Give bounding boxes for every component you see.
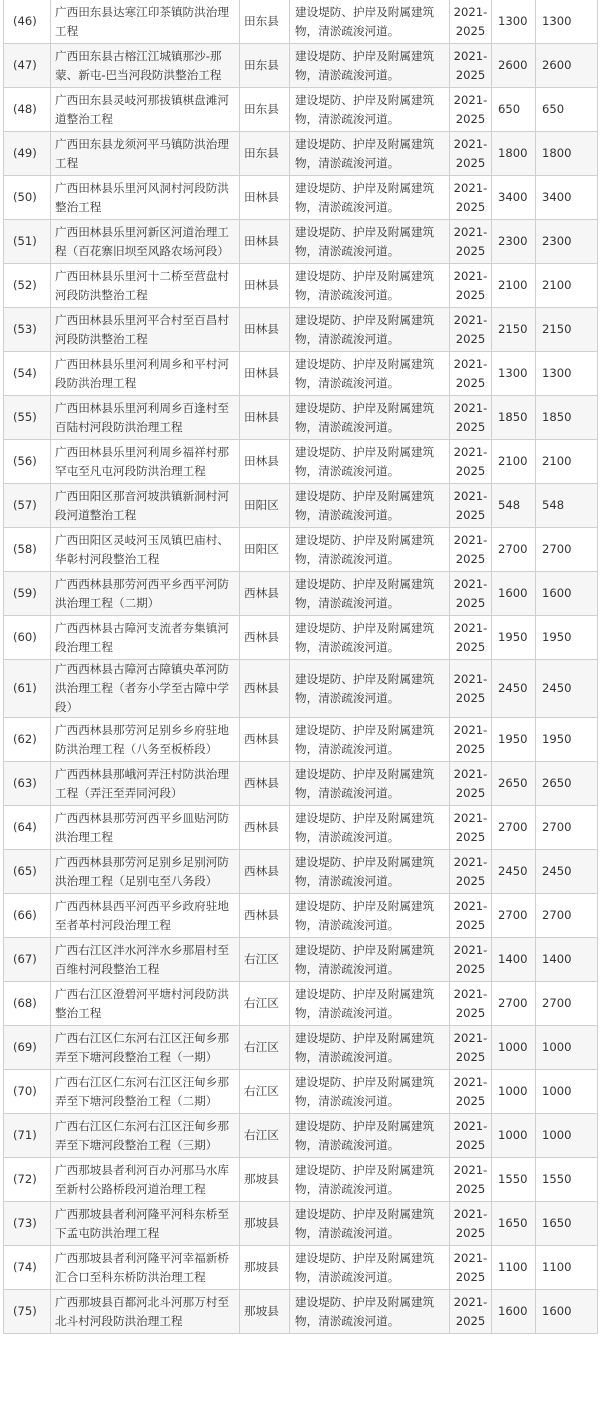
county-cell: 西林县 [240,616,290,660]
central-investment-cell: 2100 [536,264,598,308]
table-row [4,132,598,176]
row-number-cell: (50) [4,176,51,220]
project-name-cell: 广西田东县古榕江江城镇那沙-那蒙、新屯-巴当河段防洪整治工程 [51,44,240,88]
central-investment-cell: 1850 [536,396,598,440]
county-cell: 田东县 [240,44,290,88]
central-investment-cell: 1650 [536,1202,598,1246]
total-investment-cell: 2600 [492,44,536,88]
county-cell: 那坡县 [240,1202,290,1246]
project-name-cell: 广西田东县龙须河平马镇防洪治理工程 [51,132,240,176]
total-investment-cell: 2700 [492,894,536,938]
project-name-cell: 广西西林县西平河西平乡政府驻地至者革村河段治理工程 [51,894,240,938]
row-number-cell: (60) [4,616,51,660]
construction-content-cell: 建设堤防、护岸及附属建筑物，清淤疏浚河道。 [290,396,450,440]
central-investment-cell: 2150 [536,308,598,352]
project-name-cell: 广西田林县乐里河新区河道治理工程（百花寨旧坝至风路农场河段） [51,220,240,264]
central-investment-cell: 2700 [536,894,598,938]
row-number-cell: (65) [4,850,51,894]
table-row [4,440,598,484]
table-row [4,1158,598,1202]
total-investment-cell: 2650 [492,762,536,806]
total-investment-cell: 2100 [492,440,536,484]
total-investment-cell: 548 [492,484,536,528]
table-row [4,718,598,762]
table-row [4,616,598,660]
county-cell: 田阳区 [240,528,290,572]
row-number-cell: (56) [4,440,51,484]
table-row [4,762,598,806]
construction-content-cell: 建设堤防、护岸及附属建筑物，清淤疏浚河道。 [290,220,450,264]
table-row [4,938,598,982]
row-number-cell: (69) [4,1026,51,1070]
total-investment-cell: 2700 [492,528,536,572]
row-number-cell: (57) [4,484,51,528]
central-investment-cell: 2100 [536,440,598,484]
county-cell: 田林县 [240,176,290,220]
construction-content-cell: 建设堤防、护岸及附属建筑物，清淤疏浚河道。 [290,1246,450,1290]
project-name-cell: 广西田林县乐里河利周乡福祥村那罕屯至凡屯河段防洪治理工程 [51,440,240,484]
row-number-cell: (66) [4,894,51,938]
central-investment-cell: 1100 [536,1246,598,1290]
central-investment-cell: 1550 [536,1158,598,1202]
project-name-cell: 广西那坡县者利河百办河那马水库至新村公路桥段河道治理工程 [51,1158,240,1202]
row-number-cell: (75) [4,1290,51,1334]
construction-content-cell: 建设堤防、护岸及附属建筑物，清淤疏浚河道。 [290,938,450,982]
central-investment-cell: 2700 [536,982,598,1026]
table-row [4,308,598,352]
row-number-cell: (52) [4,264,51,308]
total-investment-cell: 2450 [492,850,536,894]
total-investment-cell: 2450 [492,660,536,718]
construction-content-cell: 建设堤防、护岸及附属建筑物，清淤疏浚河道。 [290,0,450,44]
table-row [4,572,598,616]
total-investment-cell: 2150 [492,308,536,352]
project-name-cell: 广西右江区仁东河右江区汪甸乡那弄至下塘河段整治工程（二期） [51,1070,240,1114]
central-investment-cell: 1000 [536,1114,598,1158]
central-investment-cell: 650 [536,88,598,132]
row-number-cell: (54) [4,352,51,396]
construction-period-cell: 2021-2025 [450,762,492,806]
construction-period-cell: 2021-2025 [450,220,492,264]
county-cell: 右江区 [240,1070,290,1114]
table-row [4,982,598,1026]
construction-period-cell: 2021-2025 [450,572,492,616]
construction-period-cell: 2021-2025 [450,396,492,440]
construction-period-cell: 2021-2025 [450,440,492,484]
central-investment-cell: 2450 [536,660,598,718]
row-number-cell: (64) [4,806,51,850]
project-name-cell: 广西那坡县者利河隆平河幸福新桥汇合口至科东桥防洪治理工程 [51,1246,240,1290]
construction-period-cell: 2021-2025 [450,44,492,88]
project-name-cell: 广西西林县那峨河弄汪村防洪治理工程（弄汪至弄同河段） [51,762,240,806]
table-row [4,220,598,264]
construction-content-cell: 建设堤防、护岸及附属建筑物，清淤疏浚河道。 [290,660,450,718]
total-investment-cell: 1400 [492,938,536,982]
county-cell: 那坡县 [240,1158,290,1202]
construction-content-cell: 建设堤防、护岸及附属建筑物，清淤疏浚河道。 [290,718,450,762]
construction-period-cell: 2021-2025 [450,308,492,352]
construction-content-cell: 建设堤防、护岸及附属建筑物，清淤疏浚河道。 [290,1114,450,1158]
construction-content-cell: 建设堤防、护岸及附属建筑物，清淤疏浚河道。 [290,132,450,176]
central-investment-cell: 2600 [536,44,598,88]
project-name-cell: 广西田林县乐里河平合村至百昌村河段防洪整治工程 [51,308,240,352]
project-name-cell: 广西右江区泮水河泮水乡那眉村至百维村河段整治工程 [51,938,240,982]
construction-content-cell: 建设堤防、护岸及附属建筑物，清淤疏浚河道。 [290,1158,450,1202]
row-number-cell: (72) [4,1158,51,1202]
row-number-cell: (70) [4,1070,51,1114]
total-investment-cell: 1550 [492,1158,536,1202]
table-row [4,1290,598,1334]
construction-content-cell: 建设堤防、护岸及附属建筑物，清淤疏浚河道。 [290,850,450,894]
construction-period-cell: 2021-2025 [450,176,492,220]
total-investment-cell: 1800 [492,132,536,176]
project-name-cell: 广西西林县那劳河西平乡西平河防洪治理工程（二期） [51,572,240,616]
county-cell: 那坡县 [240,1290,290,1334]
total-investment-cell: 1950 [492,616,536,660]
total-investment-cell: 1950 [492,718,536,762]
county-cell: 西林县 [240,572,290,616]
county-cell: 西林县 [240,718,290,762]
county-cell: 西林县 [240,806,290,850]
table-row [4,1114,598,1158]
project-name-cell: 广西田东县灵岐河那拔镇棋盘滩河道整治工程 [51,88,240,132]
row-number-cell: (48) [4,88,51,132]
construction-content-cell: 建设堤防、护岸及附属建筑物，清淤疏浚河道。 [290,894,450,938]
county-cell: 田林县 [240,220,290,264]
total-investment-cell: 1600 [492,1290,536,1334]
project-name-cell: 广西右江区仁东河右江区汪甸乡那弄至下塘河段整治工程（一期） [51,1026,240,1070]
total-investment-cell: 1100 [492,1246,536,1290]
total-investment-cell: 1650 [492,1202,536,1246]
central-investment-cell: 1600 [536,1290,598,1334]
county-cell: 田东县 [240,88,290,132]
project-name-cell: 广西那坡县者利河隆平河科东桥至下孟屯防洪治理工程 [51,1202,240,1246]
project-name-cell: 广西右江区澄碧河平塘村河段防洪整治工程 [51,982,240,1026]
row-number-cell: (61) [4,660,51,718]
table-row [4,1246,598,1290]
total-investment-cell: 1600 [492,572,536,616]
central-investment-cell: 2700 [536,528,598,572]
total-investment-cell: 1300 [492,0,536,44]
central-investment-cell: 1000 [536,1070,598,1114]
construction-period-cell: 2021-2025 [450,806,492,850]
table-row [4,484,598,528]
central-investment-cell: 1300 [536,0,598,44]
row-number-cell: (47) [4,44,51,88]
construction-content-cell: 建设堤防、护岸及附属建筑物，清淤疏浚河道。 [290,88,450,132]
central-investment-cell: 1800 [536,132,598,176]
total-investment-cell: 1000 [492,1114,536,1158]
construction-period-cell: 2021-2025 [450,0,492,44]
table-row [4,528,598,572]
construction-period-cell: 2021-2025 [450,616,492,660]
row-number-cell: (63) [4,762,51,806]
project-name-cell: 广西田林县乐里河利周乡和平村河段防洪治理工程 [51,352,240,396]
central-investment-cell: 1400 [536,938,598,982]
county-cell: 西林县 [240,762,290,806]
table-row [4,1026,598,1070]
construction-content-cell: 建设堤防、护岸及附属建筑物，清淤疏浚河道。 [290,572,450,616]
county-cell: 田东县 [240,132,290,176]
construction-period-cell: 2021-2025 [450,894,492,938]
county-cell: 西林县 [240,850,290,894]
row-number-cell: (58) [4,528,51,572]
construction-period-cell: 2021-2025 [450,938,492,982]
county-cell: 田阳区 [240,484,290,528]
central-investment-cell: 1600 [536,572,598,616]
construction-period-cell: 2021-2025 [450,1290,492,1334]
county-cell: 田林县 [240,440,290,484]
table-row [4,176,598,220]
table-row [4,1202,598,1246]
row-number-cell: (59) [4,572,51,616]
construction-period-cell: 2021-2025 [450,264,492,308]
county-cell: 右江区 [240,982,290,1026]
table-row [4,88,598,132]
construction-content-cell: 建设堤防、护岸及附属建筑物，清淤疏浚河道。 [290,484,450,528]
county-cell: 田林县 [240,352,290,396]
project-name-cell: 广西田林县乐里河利周乡百逢村至百陆村河段防洪治理工程 [51,396,240,440]
central-investment-cell: 1000 [536,1026,598,1070]
construction-content-cell: 建设堤防、护岸及附属建筑物，清淤疏浚河道。 [290,264,450,308]
construction-period-cell: 2021-2025 [450,1114,492,1158]
table-row [4,44,598,88]
table-row [4,1070,598,1114]
row-number-cell: (71) [4,1114,51,1158]
project-name-cell: 广西西林县那劳河西平乡皿贴河防洪治理工程 [51,806,240,850]
construction-content-cell: 建设堤防、护岸及附属建筑物，清淤疏浚河道。 [290,762,450,806]
construction-content-cell: 建设堤防、护岸及附属建筑物，清淤疏浚河道。 [290,44,450,88]
total-investment-cell: 2100 [492,264,536,308]
construction-period-cell: 2021-2025 [450,1158,492,1202]
project-name-cell: 广西西林县那劳河足别乡足别河防洪治理工程（足别屯至八务段） [51,850,240,894]
construction-period-cell: 2021-2025 [450,484,492,528]
project-name-cell: 广西西林县那劳河足别乡乡府驻地防洪治理工程（八务至板桥段） [51,718,240,762]
construction-period-cell: 2021-2025 [450,1202,492,1246]
construction-content-cell: 建设堤防、护岸及附属建筑物，清淤疏浚河道。 [290,176,450,220]
table-body [4,0,598,1334]
construction-content-cell: 建设堤防、护岸及附属建筑物，清淤疏浚河道。 [290,308,450,352]
county-cell: 西林县 [240,894,290,938]
table-row [4,396,598,440]
construction-period-cell: 2021-2025 [450,88,492,132]
construction-period-cell: 2021-2025 [450,982,492,1026]
total-investment-cell: 1000 [492,1026,536,1070]
construction-content-cell: 建设堤防、护岸及附属建筑物，清淤疏浚河道。 [290,1202,450,1246]
row-number-cell: (53) [4,308,51,352]
project-name-cell: 广西西林县古障河支流者夯集镇河段治理工程 [51,616,240,660]
table-row [4,352,598,396]
construction-content-cell: 建设堤防、护岸及附属建筑物，清淤疏浚河道。 [290,1070,450,1114]
row-number-cell: (73) [4,1202,51,1246]
county-cell: 右江区 [240,938,290,982]
county-cell: 右江区 [240,1114,290,1158]
project-name-cell: 广西右江区仁东河右江区汪甸乡那弄至下塘河段整治工程（三期） [51,1114,240,1158]
total-investment-cell: 650 [492,88,536,132]
project-name-cell: 广西西林县古障河古障镇央革河防洪治理工程（者夯小学至古障中学段） [51,660,240,718]
table-row [4,0,598,44]
construction-period-cell: 2021-2025 [450,1246,492,1290]
row-number-cell: (46) [4,0,51,44]
construction-period-cell: 2021-2025 [450,1026,492,1070]
table-row [4,850,598,894]
total-investment-cell: 1000 [492,1070,536,1114]
row-number-cell: (51) [4,220,51,264]
construction-period-cell: 2021-2025 [450,718,492,762]
county-cell: 右江区 [240,1026,290,1070]
project-name-cell: 广西田林县乐里河风洞村河段防洪整治工程 [51,176,240,220]
total-investment-cell: 1300 [492,352,536,396]
construction-period-cell: 2021-2025 [450,352,492,396]
central-investment-cell: 2450 [536,850,598,894]
central-investment-cell: 1950 [536,718,598,762]
county-cell: 那坡县 [240,1246,290,1290]
construction-period-cell: 2021-2025 [450,660,492,718]
construction-content-cell: 建设堤防、护岸及附属建筑物，清淤疏浚河道。 [290,1026,450,1070]
project-name-cell: 广西那坡县百都河北斗河那万村至北斗村河段防洪治理工程 [51,1290,240,1334]
construction-content-cell: 建设堤防、护岸及附属建筑物，清淤疏浚河道。 [290,528,450,572]
construction-content-cell: 建设堤防、护岸及附属建筑物，清淤疏浚河道。 [290,440,450,484]
central-investment-cell: 1950 [536,616,598,660]
project-name-cell: 广西田林县乐里河十二桥至营盘村河段防洪整治工程 [51,264,240,308]
total-investment-cell: 2700 [492,982,536,1026]
construction-content-cell: 建设堤防、护岸及附属建筑物，清淤疏浚河道。 [290,982,450,1026]
project-table [3,0,598,1334]
county-cell: 田东县 [240,0,290,44]
central-investment-cell: 1300 [536,352,598,396]
table-row [4,660,598,718]
row-number-cell: (68) [4,982,51,1026]
row-number-cell: (74) [4,1246,51,1290]
county-cell: 田林县 [240,264,290,308]
county-cell: 田林县 [240,308,290,352]
row-number-cell: (67) [4,938,51,982]
row-number-cell: (49) [4,132,51,176]
total-investment-cell: 1850 [492,396,536,440]
construction-period-cell: 2021-2025 [450,132,492,176]
central-investment-cell: 548 [536,484,598,528]
central-investment-cell: 2650 [536,762,598,806]
total-investment-cell: 2300 [492,220,536,264]
construction-period-cell: 2021-2025 [450,528,492,572]
construction-period-cell: 2021-2025 [450,850,492,894]
construction-content-cell: 建设堤防、护岸及附属建筑物，清淤疏浚河道。 [290,616,450,660]
project-name-cell: 广西田阳区那音河坡洪镇新洞村河段河道整治工程 [51,484,240,528]
row-number-cell: (55) [4,396,51,440]
construction-content-cell: 建设堤防、护岸及附属建筑物，清淤疏浚河道。 [290,806,450,850]
central-investment-cell: 2300 [536,220,598,264]
row-number-cell: (62) [4,718,51,762]
central-investment-cell: 3400 [536,176,598,220]
table-row [4,894,598,938]
table-row [4,264,598,308]
table-row [4,806,598,850]
project-name-cell: 广西田阳区灵岐河玉凤镇巴庙村、华彰村河段整治工程 [51,528,240,572]
central-investment-cell: 2700 [536,806,598,850]
project-name-cell: 广西田东县达寒江印茶镇防洪治理工程 [51,0,240,44]
county-cell: 田林县 [240,396,290,440]
construction-content-cell: 建设堤防、护岸及附属建筑物，清淤疏浚河道。 [290,352,450,396]
county-cell: 西林县 [240,660,290,718]
total-investment-cell: 2700 [492,806,536,850]
construction-content-cell: 建设堤防、护岸及附属建筑物，清淤疏浚河道。 [290,1290,450,1334]
total-investment-cell: 3400 [492,176,536,220]
construction-period-cell: 2021-2025 [450,1070,492,1114]
